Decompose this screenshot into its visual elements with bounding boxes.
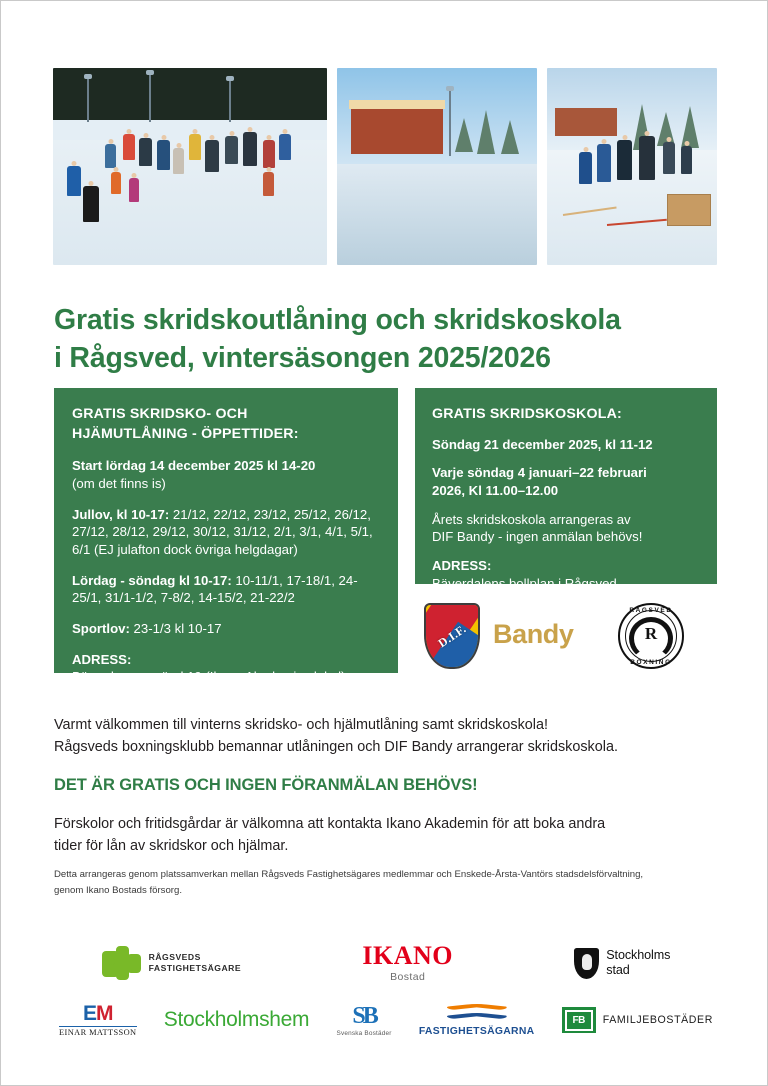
loan-address <box>72 651 380 686</box>
school-organizer <box>432 511 700 546</box>
booking-line-2: tider för lån av skridskor och hjälmar. <box>54 838 289 855</box>
headline-line-1: Gratis skridskoutlåning och skridskoskola <box>54 304 621 337</box>
free-callout: DET ÄR GRATIS OCH INGEN FÖRANMÄLAN BEHÖVS! <box>54 775 478 794</box>
school-recurring-line-1: Varje söndag 4 januari–22 februari <box>432 465 647 481</box>
stockholms-line-2: stad <box>606 963 630 977</box>
stockholm-crest-icon <box>574 948 599 979</box>
fineprint-line-1: Detta arrangeras genom platssamverkan mellan Rågsveds Fastighetsägares medlemmar och Enskede-Årsta-Vantörs <box>54 869 553 880</box>
school-address-label: ADRESS: <box>432 558 492 574</box>
intro-line-2: Rågsveds boxningsklubb bemannar utlåningen och DIF Bandy arrangerar skridskoskola. <box>54 739 618 756</box>
photo-bandy-kids <box>547 68 717 265</box>
loan-weekend <box>72 572 380 607</box>
logo-familjebostader <box>562 1007 713 1033</box>
ragsveds-puzzle-icon <box>102 946 142 980</box>
djurgarden-monogram: D.I.F. <box>435 621 469 650</box>
headline-line-2: i Rågsved, vintersäsongen 2025/2026 <box>54 341 551 374</box>
loan-jullov <box>72 506 380 559</box>
booking-line-1: Förskolor och fritidsgårdar är välkomna att kontakta Ikano Akademin för att boka andra <box>54 815 606 832</box>
boxning-monogram: R <box>644 624 658 643</box>
loan-address-value: Bäverdammsgränd 19 (Ikano Akademins lokal) <box>72 669 346 685</box>
em-letter-m: M <box>96 1002 113 1025</box>
loan-address-label: ADRESS: <box>72 651 132 667</box>
fastighetsagarna-wave-icon <box>447 1004 507 1024</box>
loan-jullov-label: Jullov, kl 10-17: <box>72 506 170 522</box>
logo-stockholmshem <box>164 1008 310 1032</box>
sponsor-row-primary <box>41 937 731 989</box>
school-organizer-line-2: DIF Bandy - ingen anmälan behövs! <box>432 529 643 545</box>
photo-strip <box>53 68 717 265</box>
fastighetsagarna-wordmark: FASTIGHETSÄGARNA <box>418 1025 535 1037</box>
fineprint-line-2: stadsdelsförvaltning, genom Ikano Bostads försorg. <box>54 869 644 896</box>
einar-mattsson-monogram <box>59 1003 137 1024</box>
svenska-bostader-monogram: SB <box>352 1002 376 1029</box>
ragsveds-wordmark <box>149 952 242 974</box>
school-first-date <box>432 436 700 454</box>
club-logo-group <box>415 601 717 673</box>
logo-ikano-bostad <box>362 943 453 983</box>
logo-stockholms-stad <box>574 948 670 979</box>
loan-start <box>72 457 380 492</box>
photo-rink <box>337 68 537 265</box>
stockholmshem-wordmark: Stockholmshem <box>163 1008 310 1031</box>
loan-sportlov <box>72 620 380 638</box>
page-title <box>54 302 734 378</box>
fineprint <box>54 867 654 898</box>
logo-svenska-bostader <box>337 1004 392 1037</box>
photo-skaters <box>53 68 327 265</box>
school-address <box>432 557 700 592</box>
familjebostader-mark-icon <box>562 1007 596 1033</box>
loan-start-text: Start lördag 14 december 2025 kl 14-20 <box>72 458 316 474</box>
familjebostader-wordmark: FAMILJEBOSTÄDER <box>602 1014 713 1026</box>
bandy-wordmark: Bandy <box>493 619 574 649</box>
einar-mattsson-wordmark: EINAR MATTSSON <box>59 1028 137 1037</box>
boxning-bottom-text: BOXNING <box>630 659 672 666</box>
sponsor-row-secondary <box>41 995 731 1045</box>
loan-sportlov-value: 23-1/3 kl 10-17 <box>129 621 222 636</box>
stockholms-stad-wordmark <box>606 948 670 978</box>
djurgarden-shield-icon <box>424 603 480 669</box>
booking-paragraph <box>54 813 734 858</box>
school-address-value: Bäverdalens bollplan i Rågsved <box>432 575 617 591</box>
info-box-school <box>415 388 717 591</box>
ragsveds-line-2: FASTIGHETSÄGARE <box>148 963 242 973</box>
ragsveds-line-1: RÅGSVEDS <box>148 952 201 962</box>
ikano-subtitle: Bostad <box>390 971 426 984</box>
svenska-bostader-wordmark: Svenska Bostäder <box>336 1029 392 1037</box>
school-recurring-line-2: 2026, Kl 11.00–12.00 <box>432 482 559 498</box>
body-copy <box>54 714 734 858</box>
em-letter-e: E <box>82 1002 96 1025</box>
intro-paragraph <box>54 714 734 759</box>
stockholms-line-1: Stockholms <box>606 948 671 963</box>
loan-heading-line-2: HJÄMUTLÅNING - ÖPPETTIDER: <box>72 425 299 442</box>
loan-weekend-label: Lördag - söndag kl 10-17: <box>72 572 232 588</box>
loan-start-note: (om det finns is) <box>72 475 166 491</box>
loan-sportlov-label: Sportlov: <box>72 621 130 636</box>
logo-ragsveds-fastighetsagare <box>102 946 242 980</box>
ragsved-boxning-icon <box>618 603 684 669</box>
loan-jullov-dates: 21/12, 22/12, 23/12, 25/12, 26/12, 27/12, 28/12, 29/12, 30/12, 31/12, 2/1, 3/1, 4/1, 5/1, 6/1 (EJ julafton dock övriga helgdagar) <box>72 506 373 557</box>
school-heading: GRATIS SKRIDSKOSKOLA: <box>432 406 622 422</box>
boxning-top-text: RÅGSVED <box>629 607 673 614</box>
loan-heading-line-1: GRATIS SKRIDSKO- OCH <box>72 406 248 422</box>
logo-einar-mattsson <box>59 1003 137 1037</box>
loan-heading <box>72 405 380 444</box>
info-box-loan <box>54 388 398 685</box>
school-first-date-text: Söndag 21 december 2025, kl 11-12 <box>432 436 653 452</box>
ikano-wordmark: IKANO <box>362 941 453 971</box>
loan-weekend-dates: 10-11/1, 17-18/1, 24-25/1, 31/1-1/2, 7-8/2, 14-15/2, 21-22/2 <box>72 572 358 606</box>
logo-fastighetsagarna <box>419 1004 535 1037</box>
fb-monogram: FB <box>565 1010 593 1031</box>
intro-line-1: Varmt välkommen till vinterns skridsko- och hjälmutlåning samt skridskoskola! <box>54 717 548 733</box>
school-organizer-line-1: Årets skridskoskola arrangeras av <box>432 511 631 527</box>
school-recurring <box>432 464 700 499</box>
